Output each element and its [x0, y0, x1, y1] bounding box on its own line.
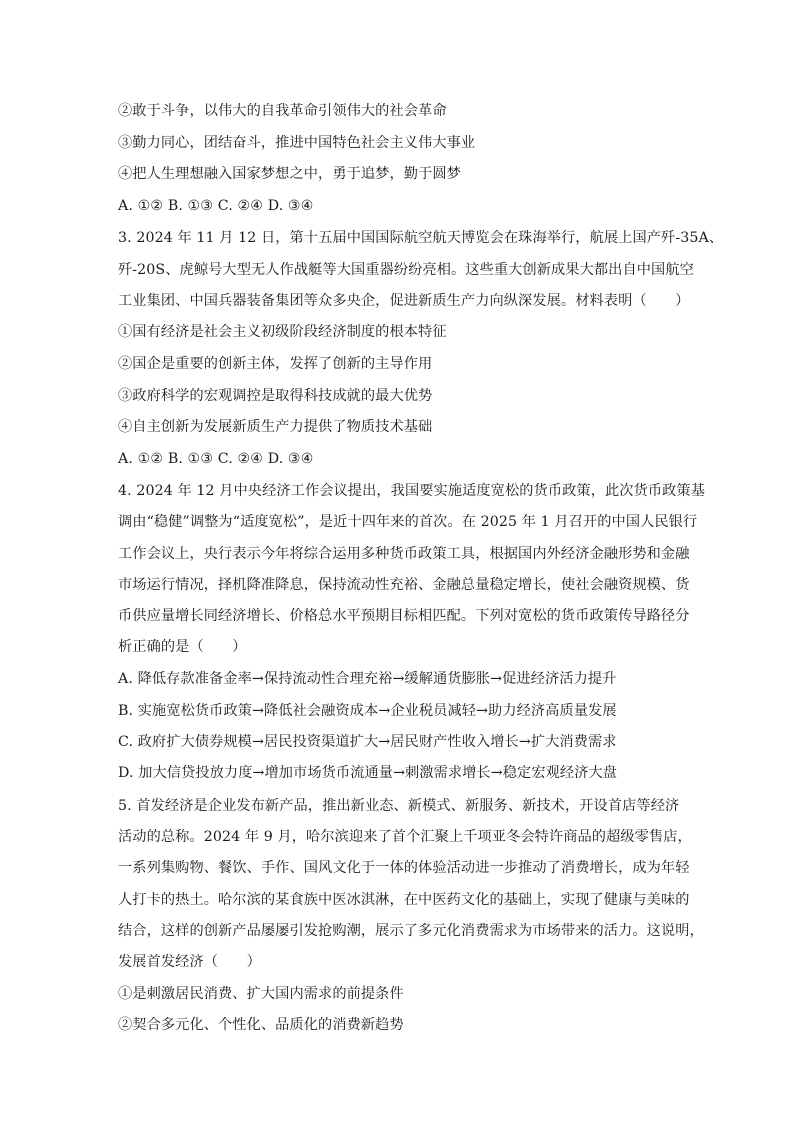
- q3-item-4: ④自主创新为发展新质生产力提供了物质技术基础: [118, 419, 433, 435]
- q4-stem-line-2: 调由“稳健”调整为“适度宽松”，是近十四年来的首次。在 2025 年 1 月召开的中国人民银行: [118, 514, 698, 530]
- q4-stem-line-5: 币供应量增长同经济增长、价格总水平预期目标相匹配。下列对宽松的货币政策传导路径分: [118, 608, 690, 624]
- q4-option-c: C. 政府扩大债券规模→居民投资渠道扩大→居民财产性收入增长→扩大消费需求: [118, 734, 617, 750]
- q5-stem-line-5: 结合，这样的创新产品屡屡引发抢购潮，展示了多元化消费需求为市场带来的活力。这说明，: [118, 923, 704, 939]
- q4-option-d: D. 加大信贷投放力度→增加市场货币流通量→刺激需求增长→稳定宏观经济大盘: [118, 765, 618, 781]
- q2-item-4: ④把人生理想融入国家梦想之中，勇于追梦，勤于圆梦: [118, 166, 461, 182]
- q3-answer-choices: A. ①② B. ①③ C. ②④ D. ③④: [118, 451, 314, 467]
- q5-item-1: ①是刺激居民消费、扩大国内需求的前提条件: [118, 986, 404, 1002]
- q3-stem-line-1: 3. 2024 年 11 月 12 日，第十五届中国国际航空航天博览会在珠海举行，航展上国产歼-35A、: [118, 230, 724, 246]
- q3-item-3: ③政府科学的宏观调控是取得科技成就的最大优势: [118, 388, 433, 404]
- q5-item-2: ②契合多元化、个性化、品质化的消费新趋势: [118, 1017, 404, 1033]
- q5-stem-line-6: 发展首发经济（ ）: [118, 954, 261, 970]
- q2-item-2: ②敢于斗争，以伟大的自我革命引领伟大的社会革命: [118, 103, 447, 119]
- q5-stem-line-2: 活动的总称。2024 年 9 月，哈尔滨迎来了首个汇聚上千项亚冬会特许商品的超级零售店，: [118, 829, 692, 845]
- q3-stem-line-3: 工业集团、中国兵器装备集团等众多央企，促进新质生产力向纵深发展。材料表明（ ）: [118, 293, 690, 309]
- q4-stem-line-4: 市场运行情况，择机降准降息，保持流动性充裕、金融总量稳定增长，使社会融资规模、货: [118, 577, 690, 593]
- q2-answer-choices: A. ①② B. ①③ C. ②④ D. ③④: [118, 198, 314, 214]
- q4-option-b: B. 实施宽松货币政策→降低社会融资成本→企业税员减轻→助力经济高质量发展: [118, 703, 617, 719]
- q4-stem-line-6: 析正确的是（ ）: [118, 639, 247, 655]
- q4-stem-line-1: 4. 2024 年 12 月中央经济工作会议提出，我国要实施适度宽松的货币政策，此次货币政策基: [118, 483, 705, 499]
- q5-stem-line-1: 5. 首发经济是企业发布新产品，推出新业态、新模式、新服务、新技术，开设首店等经济: [118, 798, 680, 814]
- q2-item-3: ③勤力同心，团结奋斗，推进中国特色社会主义伟大事业: [118, 135, 476, 151]
- q5-stem-line-4: 人打卡的热土。哈尔滨的某食族中医冰淇淋，在中医药文化的基础上，实现了健康与美味的: [118, 892, 690, 908]
- q3-item-2: ②国企是重要的创新主体，发挥了创新的主导作用: [118, 356, 433, 372]
- q3-item-1: ①国有经济是社会主义初级阶段经济制度的根本特征: [118, 324, 447, 340]
- q4-stem-line-3: 工作会议上，央行表示今年将综合运用多种货币政策工具，根据国内外经济金融形势和金融: [118, 546, 690, 562]
- q3-stem-line-2: 歼-20S、虎鲸号大型无人作战艇等大国重器纷纷亮相。这些重大创新成果大都出自中国航空: [118, 262, 694, 278]
- q5-stem-line-3: 一系列集购物、餐饮、手作、国风文化于一体的体验活动进一步推动了消费增长，成为年轻: [118, 860, 690, 876]
- q4-option-a: A. 降低存款准备金率→保持流动性合理充裕→缓解通货膨胀→促进经济活力提升: [118, 671, 617, 687]
